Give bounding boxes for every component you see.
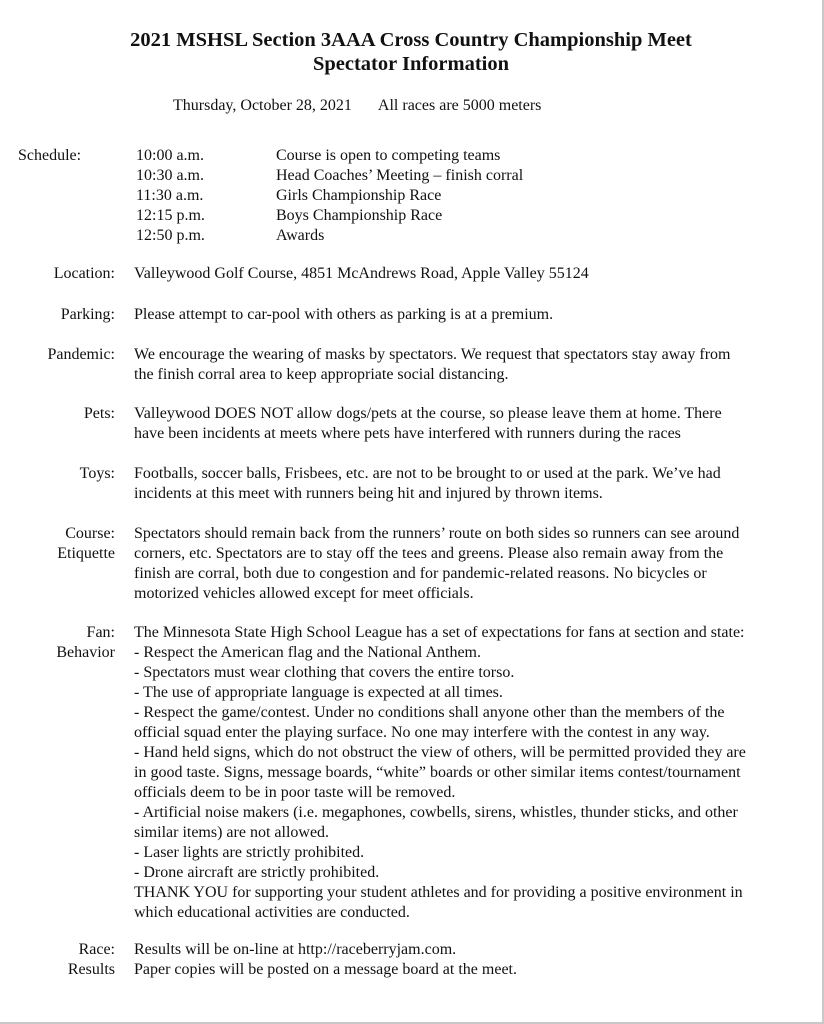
label-line: Fan: — [86, 624, 115, 641]
label-line: Behavior — [56, 644, 115, 661]
text-line: - Respect the game/contest. Under no conditions shall anyone other than the members of the — [134, 704, 725, 721]
course-etiquette-label — [0, 524, 115, 564]
location-text — [134, 264, 794, 284]
toys-text — [134, 464, 794, 504]
text-line: Results will be on-line at http://raceberryjam.com. — [134, 941, 457, 958]
label-line: Race: — [78, 941, 115, 958]
text-line: - Artificial noise makers (i.e. megaphones, cowbells, sirens, whistles, thunder sticks, and other — [134, 804, 738, 821]
schedule-event: Girls Championship Race — [276, 187, 442, 204]
text-line: motorized vehicles allowed except for meet officials. — [134, 585, 474, 602]
text-line: which educational activities are conducted. — [134, 904, 410, 921]
schedule-row — [136, 226, 523, 246]
text-line: in good taste. Signs, message boards, “white” boards or other similar items contest/tournament — [134, 764, 741, 781]
meet-date: Thursday, October 28, 2021 — [173, 97, 352, 114]
fan-behavior-label — [0, 623, 115, 663]
schedule-time: 10:00 a.m. — [136, 147, 204, 164]
text-line: - Drone aircraft are strictly prohibited. — [134, 864, 380, 881]
pets-label: Pets: — [83, 405, 115, 422]
text-line: - The use of appropriate language is expected at all times. — [134, 684, 503, 701]
parking-text — [134, 305, 794, 325]
schedule-time: 12:15 p.m. — [136, 207, 205, 224]
schedule-time: 11:30 a.m. — [136, 187, 204, 204]
schedule-event: Head Coaches’ Meeting – finish corral — [276, 167, 524, 184]
text-line: The Minnesota State High School League has a set of expectations for fans at section and state: — [134, 624, 745, 641]
text-line: Please attempt to car-pool with others as parking is at a premium. — [134, 306, 554, 323]
pets-text — [134, 404, 794, 444]
course-etiquette-text — [134, 524, 794, 604]
text-line: Paper copies will be posted on a message board at the meet. — [134, 961, 517, 978]
fan-behavior-text — [134, 623, 794, 923]
text-line: THANK YOU for supporting your student athletes and for providing a positive environment in — [134, 884, 743, 901]
schedule-row — [136, 146, 523, 166]
schedule-row — [136, 166, 523, 186]
schedule-time: 10:30 a.m. — [136, 167, 204, 184]
label-line: Results — [67, 961, 115, 978]
text-line: - Spectators must wear clothing that covers the entire torso. — [134, 664, 515, 681]
schedule-list — [136, 146, 523, 246]
label-line: Course: — [65, 525, 115, 542]
text-line: official squad enter the playing surface. No one may interfere with the contest in any way. — [134, 724, 710, 741]
pandemic-text — [134, 345, 794, 385]
date-line — [173, 97, 541, 115]
label-line: Etiquette — [57, 545, 115, 562]
race-results-label — [0, 940, 115, 980]
text-line: corners, etc. Spectators are to stay off the tees and greens. Please also remain away from the — [134, 545, 724, 562]
document-subtitle: Spectator Information — [312, 53, 510, 75]
schedule-event: Awards — [276, 227, 325, 244]
text-line: the finish corral area to keep appropriate social distancing. — [134, 366, 509, 383]
location-label: Location: — [53, 265, 115, 282]
text-line: We encourage the wearing of masks by spectators. We request that spectators stay away from — [134, 346, 731, 363]
text-line: have been incidents at meets where pets have interfered with runners during the races — [134, 425, 681, 442]
schedule-row — [136, 186, 523, 206]
text-line: Valleywood Golf Course, 4851 McAndrews Road, Apple Valley 55124 — [134, 265, 589, 282]
text-line: - Laser lights are strictly prohibited. — [134, 844, 365, 861]
text-line: Valleywood DOES NOT allow dogs/pets at the course, so please leave them at home. There — [134, 405, 722, 422]
pandemic-label: Pandemic: — [47, 346, 115, 363]
text-line: finish are corral, both due to congestion and for pandemic-related reasons. No bicycles or — [134, 565, 707, 582]
schedule-event: Course is open to competing teams — [276, 147, 501, 164]
text-line: incidents at this meet with runners being hit and injured by thrown items. — [134, 485, 603, 502]
schedule-time: 12:50 p.m. — [136, 227, 205, 244]
document-title: 2021 MSHSL Section 3AAA Cross Country Championship Meet — [130, 29, 692, 51]
race-distance: All races are 5000 meters — [377, 97, 542, 114]
text-line: officials deem to be in poor taste will be removed. — [134, 784, 456, 801]
text-line: - Respect the American flag and the National Anthem. — [134, 644, 481, 661]
parking-label: Parking: — [60, 306, 115, 323]
text-line: Footballs, soccer balls, Frisbees, etc. are not to be brought to or used at the park. We’ve had — [134, 465, 721, 482]
text-line: - Hand held signs, which do not obstruct the view of others, will be permitted provided they are — [134, 744, 746, 761]
schedule-row — [136, 206, 523, 226]
schedule-event: Boys Championship Race — [276, 207, 443, 224]
text-line: similar items) are not allowed. — [134, 824, 330, 841]
text-line: Spectators should remain back from the runners’ route on both sides so runners can see around — [134, 525, 740, 542]
schedule-label: Schedule: — [18, 147, 82, 164]
race-results-text — [134, 940, 794, 980]
toys-label: Toys: — [79, 465, 115, 482]
